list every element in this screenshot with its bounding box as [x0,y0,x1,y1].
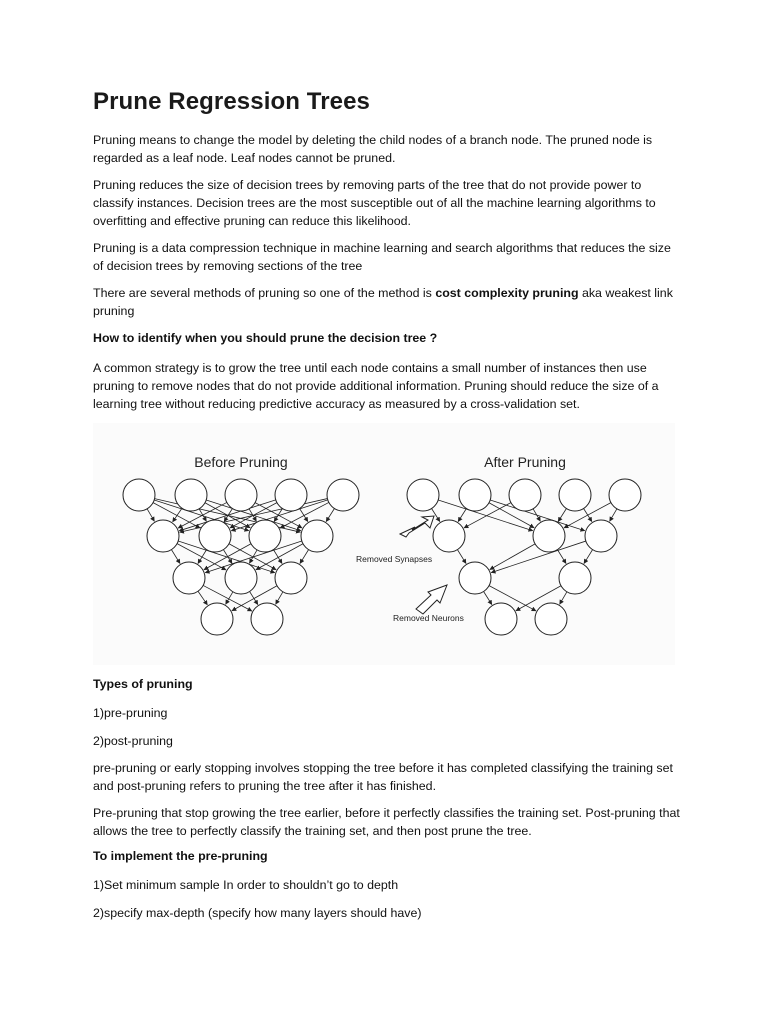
after-pruning-title: After Pruning [484,454,566,470]
after-neuron [609,479,641,511]
after-neuron [509,479,541,511]
paragraph-definition: Pruning means to change the model by deleting the child nodes of a branch node. The pruned node is regarded as a leaf node. Leaf nodes cannot be pruned. [93,133,653,165]
before-synapse [300,509,308,522]
before-synapse [276,592,283,605]
after-neuron [407,479,439,511]
after-edges [432,500,617,611]
pruning-figure [93,423,675,665]
heading-types: Types of pruning [93,677,193,691]
paragraph-reduction: Pruning reduces the size of decision trees by removing parts of the tree that do not provide power to classify instances. Decision trees are the most susceptible out of all the machine learning algorithms to overfitting and effective pruning can reduce this likelihood. [93,178,656,228]
methods-text-start: There are several methods of pruning so one of the method is [93,286,436,300]
before-synapse [147,509,154,522]
heading-identify: How to identify when you should prune the decision tree ? [93,331,438,345]
before-synapse [198,591,207,605]
removed-synapses-label: Removed Synapses [356,554,433,564]
before-neuron [275,562,307,594]
before-synapse [250,592,258,605]
step-item: 2)specify max-depth (specify how many layers should have) [93,906,422,920]
heading-implement: To implement the pre-pruning [93,849,268,863]
before-neuron [225,562,257,594]
before-neuron [327,479,359,511]
before-neuron [275,479,307,511]
paragraph-comparison: Pre-pruning that stop growing the tree earlier, before it perfectly classifies the training set. Post-pruning that allows the tree to perfectly classify the training set, and then post prune the tree. [93,806,680,838]
after-synapse [458,509,466,522]
after-neuron [559,562,591,594]
before-neuron [199,520,231,552]
after-neuron [459,479,491,511]
before-neuron [147,520,179,552]
after-neuron [535,603,567,635]
before-synapse [300,550,309,564]
after-neuron [459,562,491,594]
before-neuron [123,479,155,511]
after-neuron [533,520,565,552]
removed-synapses-arrow-icon [400,516,434,537]
pruning-diagram [93,423,675,665]
removed-neurons-label: Removed Neurons [393,613,464,623]
after-neuron [559,479,591,511]
after-synapse [560,592,567,605]
before-synapse [273,550,282,564]
before-synapse [198,550,207,564]
after-synapse [533,509,540,522]
before-pruning-title: Before Pruning [194,454,288,470]
before-neuron [301,520,333,552]
after-neuron [585,520,617,552]
before-synapse [173,508,182,522]
type-item: 2)post-pruning [93,734,173,748]
type-item: 1)pre-pruning [93,706,168,720]
before-nodes [123,479,359,635]
paragraph-strategy: A common strategy is to grow the tree until each node contains a small number of instances then use pruning to remove nodes that do not provide additional information. Pruning should reduce the size of a learning tree without reducing predictive accuracy as measured by a cross-validation set. [93,361,659,411]
before-synapse [326,509,334,522]
before-synapse [171,550,180,564]
methods-text-end: aka weakest link pruning [93,286,673,318]
before-neuron [173,562,205,594]
after-synapse [557,550,566,564]
step-item: 1)Set minimum sample In order to shouldn’t go to depth [93,878,399,892]
page-title: Prune Regression Trees [93,88,370,115]
after-synapse [584,550,593,564]
methods-bold-term: cost complexity pruning [435,286,579,300]
paragraph-compression: Pruning is a data compression technique in machine learning and search algorithms that reduces the size of decision trees by removing sections of the tree [93,241,671,273]
before-neuron [175,479,207,511]
before-neuron [225,479,257,511]
after-nodes [407,479,641,635]
after-neuron [433,520,465,552]
before-neuron [201,603,233,635]
after-synapse [558,509,566,522]
paragraph-methods [93,284,683,320]
before-neuron [251,603,283,635]
after-neuron [485,603,517,635]
after-synapse [484,592,492,605]
before-neuron [249,520,281,552]
after-synapse [610,509,617,522]
removed-neurons-arrow-icon [416,585,447,614]
after-synapse [457,550,466,564]
paragraph-pre-post: pre-pruning or early stopping involves stopping the tree before it has completed classifying the training set and post-pruning refers to pruning the tree after it has finished. [93,761,673,793]
